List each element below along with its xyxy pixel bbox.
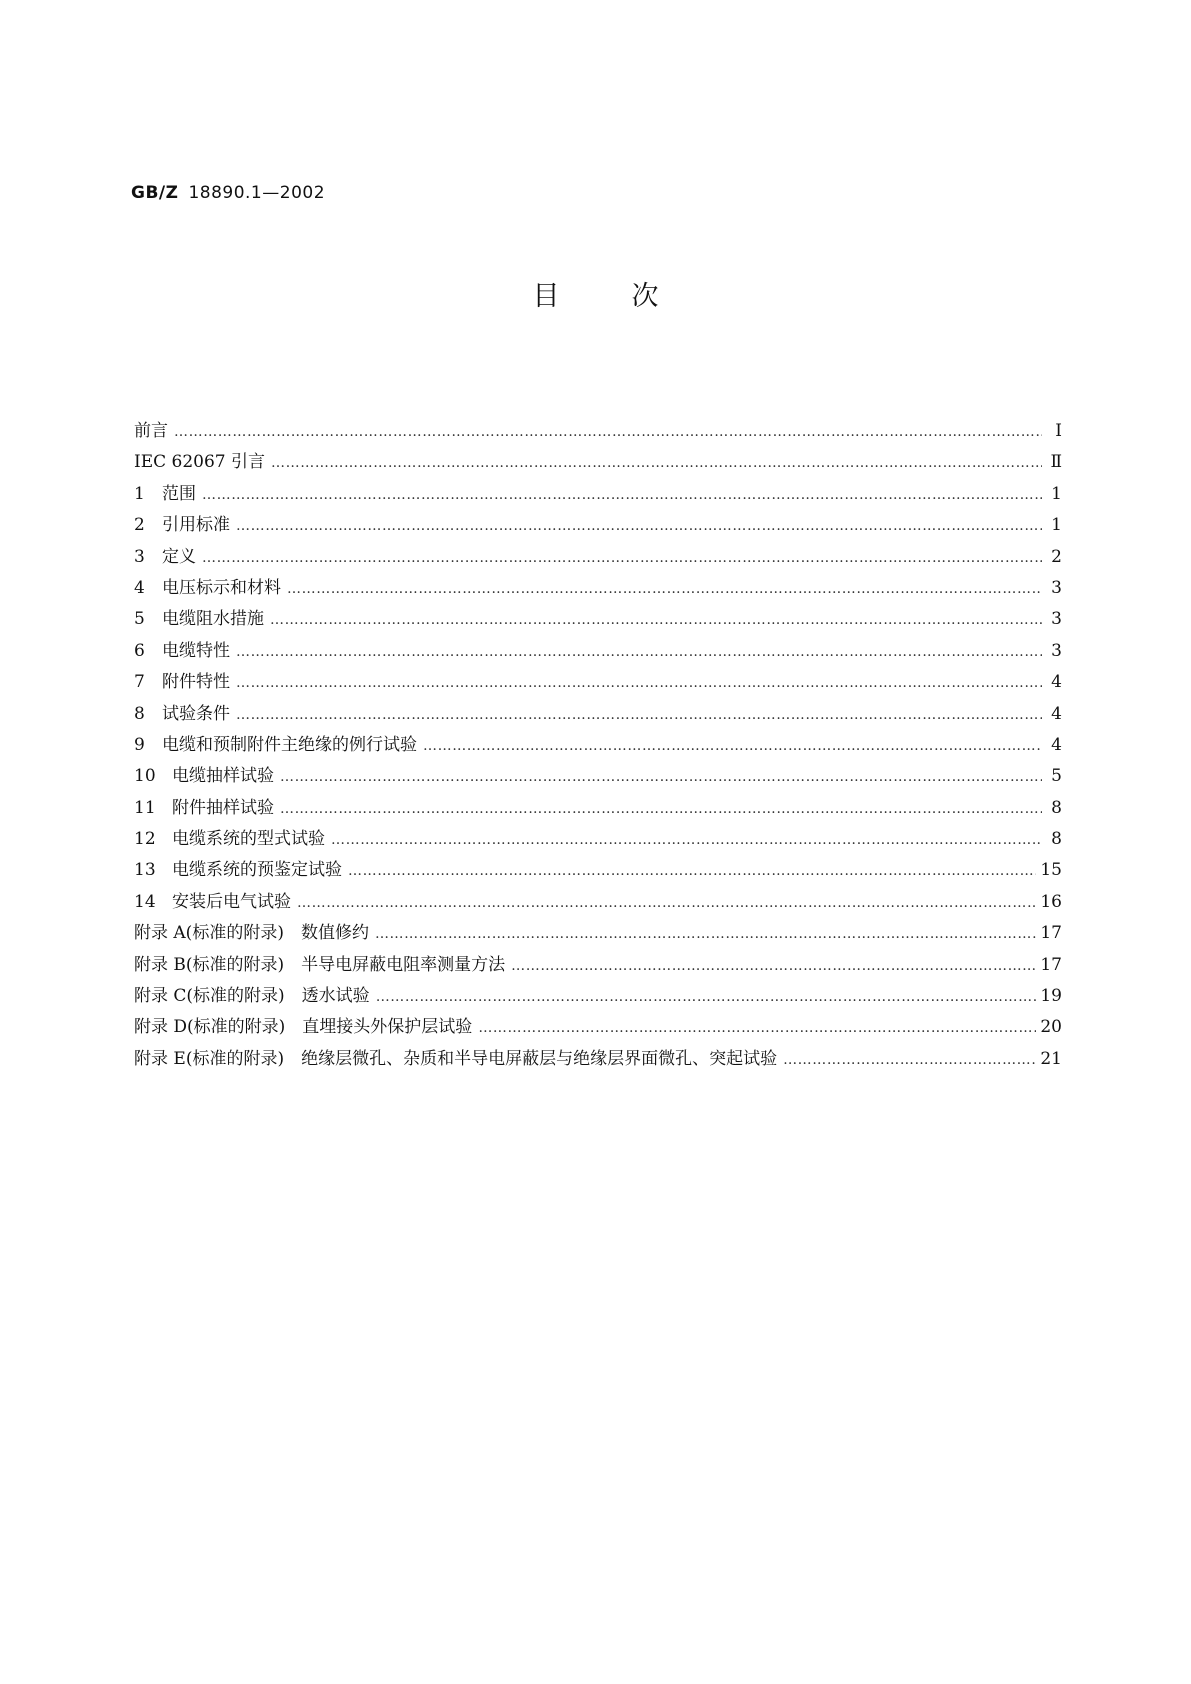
toc-entry-label xyxy=(134,793,280,818)
toc-entry-label xyxy=(134,542,202,567)
toc-dot-leader xyxy=(236,675,1042,691)
document-code xyxy=(131,183,325,203)
toc-entry[interactable] xyxy=(134,604,1062,635)
toc-entry[interactable] xyxy=(134,824,1062,855)
toc-entry-page: 2 xyxy=(1051,546,1062,567)
toc-entry-title: 附录 D(标准的附录) 直埋接头外保护层试验 xyxy=(134,1017,473,1038)
toc-entry-page: 19 xyxy=(1040,986,1062,1007)
toc-entry-number: 13 xyxy=(134,860,156,881)
toc-entry-title: 电缆系统的型式试验 xyxy=(172,829,325,850)
toc-entry-title: 范围 xyxy=(162,483,196,504)
toc-entry-number: 3 xyxy=(134,546,145,567)
toc-dot-leader xyxy=(287,581,1042,597)
toc-entry-label xyxy=(134,667,236,692)
toc-entry-label xyxy=(134,1044,783,1069)
toc-dot-leader xyxy=(236,707,1042,723)
toc-entry[interactable] xyxy=(134,667,1062,698)
toc-dot-leader xyxy=(348,863,1036,879)
toc-entry-title: 安装后电气试验 xyxy=(172,891,291,912)
toc-entry-title: 电缆抽样试验 xyxy=(172,766,274,787)
toc-entry-title: IEC 62067 引言 xyxy=(134,452,266,473)
toc-entry-label xyxy=(134,416,174,441)
toc-entry[interactable] xyxy=(134,416,1062,447)
toc-dot-leader xyxy=(280,801,1042,817)
toc-dot-leader xyxy=(271,455,1042,471)
toc-entry[interactable] xyxy=(134,918,1062,949)
toc-entry-title: 附录 E(标准的附录) 绝缘层微孔、杂质和半导电屏蔽层与绝缘层界面微孔、突起试验 xyxy=(134,1048,778,1069)
toc-entry-title: 引用标准 xyxy=(162,515,230,536)
page-title: 目次 xyxy=(532,281,731,312)
toc-entry-page: 3 xyxy=(1051,577,1062,598)
toc-dot-leader xyxy=(280,769,1042,785)
toc-entry-label xyxy=(134,761,280,786)
toc-entry-page: 15 xyxy=(1040,860,1062,881)
toc-dot-leader xyxy=(783,1052,1036,1068)
toc-entry-page: 17 xyxy=(1040,954,1062,975)
toc-entry-number: 7 xyxy=(134,672,145,693)
toc-entry[interactable] xyxy=(134,479,1062,510)
toc-entry-page: 17 xyxy=(1040,923,1062,944)
toc-dot-leader xyxy=(511,958,1036,974)
toc-entry-number: 2 xyxy=(134,515,145,536)
toc-entry-title: 附件特性 xyxy=(162,672,230,693)
toc-entry[interactable] xyxy=(134,730,1062,761)
toc-dot-leader xyxy=(423,738,1042,754)
toc-entry-label xyxy=(134,636,236,661)
toc-entry-label xyxy=(134,699,236,724)
toc-entry-title: 附录 C(标准的附录) 透水试验 xyxy=(134,986,370,1007)
toc-entry-page: 3 xyxy=(1051,609,1062,630)
toc-entry-title: 电缆系统的预鉴定试验 xyxy=(172,860,342,881)
toc-entry-label xyxy=(134,1012,478,1037)
toc-entry-page: 8 xyxy=(1051,829,1062,850)
toc-entry-page: 5 xyxy=(1051,766,1062,787)
toc-entry-page: 4 xyxy=(1051,703,1062,724)
toc-entry-label xyxy=(134,918,375,943)
toc-dot-leader xyxy=(478,1020,1036,1036)
toc-entry[interactable] xyxy=(134,510,1062,541)
toc-entry-title: 附录 A(标准的附录) 数值修约 xyxy=(134,923,369,944)
toc-entry-label xyxy=(134,479,202,504)
standard-number: 18890.1—2002 xyxy=(188,183,326,203)
toc-entry-number: 8 xyxy=(134,703,145,724)
toc-entry[interactable] xyxy=(134,887,1062,918)
toc-dot-leader xyxy=(236,644,1042,660)
toc-entry[interactable] xyxy=(134,636,1062,667)
toc-entry-title: 前言 xyxy=(134,421,168,441)
toc-entry-number: 12 xyxy=(134,829,156,850)
toc-entry-page: 1 xyxy=(1051,483,1062,504)
toc-entry-label xyxy=(134,730,423,755)
toc-entry-number: 11 xyxy=(134,797,156,818)
toc-entry[interactable] xyxy=(134,1044,1062,1075)
toc-entry-label xyxy=(134,604,270,629)
toc-dot-leader xyxy=(331,832,1042,848)
toc-entry-title: 电缆阻水措施 xyxy=(162,609,264,630)
toc-entry-number: 10 xyxy=(134,766,156,787)
toc-dot-leader xyxy=(236,518,1042,534)
table-of-contents xyxy=(134,416,1062,1075)
toc-entry-page: 1 xyxy=(1051,515,1062,536)
toc-entry-number: 1 xyxy=(134,483,145,504)
standard-prefix: GB/Z xyxy=(131,183,179,203)
toc-entry-page: 4 xyxy=(1051,734,1062,755)
toc-dot-leader xyxy=(202,487,1042,503)
toc-entry-number: 5 xyxy=(134,609,145,630)
toc-entry[interactable] xyxy=(134,761,1062,792)
toc-entry-label xyxy=(134,887,297,912)
toc-entry-page: 20 xyxy=(1040,1017,1062,1038)
toc-entry-label xyxy=(134,824,331,849)
toc-entry-title: 电缆特性 xyxy=(162,640,230,661)
toc-entry-title: 定义 xyxy=(162,546,196,567)
toc-entry[interactable] xyxy=(134,950,1062,981)
toc-entry-title: 试验条件 xyxy=(162,703,230,724)
toc-entry-label xyxy=(134,950,511,975)
toc-entry-page: 4 xyxy=(1051,672,1062,693)
toc-dot-leader xyxy=(376,989,1037,1005)
toc-entry[interactable] xyxy=(134,573,1062,604)
toc-entry-label xyxy=(134,981,376,1006)
toc-entry-number: 9 xyxy=(134,734,145,755)
toc-dot-leader xyxy=(297,895,1036,911)
toc-entry-number: 4 xyxy=(134,577,145,598)
toc-entry-label xyxy=(134,855,348,880)
toc-entry-title: 电压标示和材料 xyxy=(162,577,281,598)
toc-entry-page: 16 xyxy=(1040,891,1062,912)
toc-entry-number: 14 xyxy=(134,891,156,912)
toc-entry[interactable] xyxy=(134,699,1062,730)
toc-entry[interactable] xyxy=(134,855,1062,886)
toc-dot-leader xyxy=(375,926,1036,942)
toc-dot-leader xyxy=(202,550,1042,566)
toc-dot-leader xyxy=(270,612,1042,628)
toc-dot-leader xyxy=(174,424,1042,440)
toc-entry-page: I xyxy=(1055,421,1062,441)
toc-entry-page: 21 xyxy=(1040,1048,1062,1069)
toc-entry-number: 6 xyxy=(134,640,145,661)
toc-entry-label xyxy=(134,510,236,535)
toc-entry-title: 附录 B(标准的附录) 半导电屏蔽电阻率测量方法 xyxy=(134,954,506,975)
toc-entry-label xyxy=(134,573,287,598)
toc-entry-page: 8 xyxy=(1051,797,1062,818)
toc-entry-title: 附件抽样试验 xyxy=(172,797,274,818)
toc-entry-label xyxy=(134,447,271,472)
toc-entry[interactable] xyxy=(134,447,1062,478)
toc-entry-page: 3 xyxy=(1051,640,1062,661)
toc-entry-page: Ⅱ xyxy=(1050,452,1062,473)
toc-entry[interactable] xyxy=(134,542,1062,573)
toc-entry[interactable] xyxy=(134,793,1062,824)
toc-entry-title: 电缆和预制附件主绝缘的例行试验 xyxy=(162,734,417,755)
toc-entry[interactable] xyxy=(134,981,1062,1012)
toc-entry[interactable] xyxy=(134,1012,1062,1043)
